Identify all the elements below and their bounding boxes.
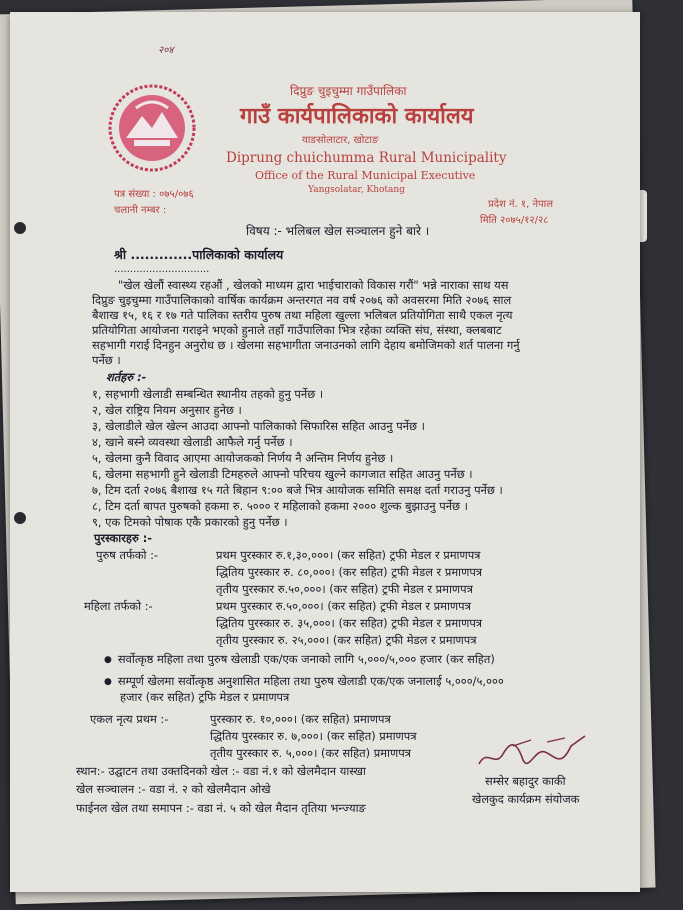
margin-note: २०४ bbox=[158, 45, 174, 56]
org-name-english: Diprung chuichumma Rural Municipality bbox=[226, 150, 507, 166]
body-line: "खेल खेलौं स्वास्थ्य रहऔं , खेलको माध्यम द्वारा भाईचाराको विकास गरौं" भन्ने नाराका साथ यस bbox=[118, 278, 509, 292]
signatory-title: खेलकुद कार्यक्रम संयोजक bbox=[472, 792, 580, 806]
punch-hole bbox=[14, 512, 26, 524]
venue-line: खेल सञ्चालन :- वडा नं. २ को खेलमैदान ओखे bbox=[76, 782, 271, 796]
address-nepali: याङसोलाटार, खोटाङ bbox=[302, 135, 379, 146]
condition-item: ३, खेलाडीले खेल खेल्न आउदा आफ्नो पालिकाको सिफारिस सहित आउनु पर्नेछ । bbox=[92, 419, 425, 433]
conditions-heading: शर्तहरु :- bbox=[106, 370, 147, 384]
condition-item: ८, टिम दर्ता बापत पुरुषको हकमा रु. ५००० र महिलाको हकमा २००० शुल्क बुझाउनु पर्नेछ । bbox=[92, 499, 468, 513]
disciplined-player-prize: ● सम्पूर्ण खेलमा सर्वोत्कृष्ठ अनुशासित महिला तथा पुरुष खेलाडी एक/एक जनालाई ५,०००/५,००० bbox=[104, 674, 504, 689]
prize-line: तृतीय पुरस्कार रु. २५,०००। (कर सहित) ट्रफी मेडल र प्रमाणपत्र bbox=[216, 633, 477, 647]
body-line: दिप्रुङ चुइचुम्मा गाउँपालिकाको वार्षिक कार्यक्रम अन्तरगत नव वर्ष २०७६ को अवसरमा मिति २०७६ साल bbox=[92, 293, 512, 307]
condition-item: ५, खेलमा कुनै विवाद आएमा आयोजकको निर्णय नै अन्तिम निर्णय हुनेछ । bbox=[92, 451, 394, 465]
condition-item: ७, टिम दर्ता २०७६ बैशाख १५ गते बिहान ९:०० बजे भित्र आयोजक समिति समक्ष दर्ता गराउनु पर्नेछ । bbox=[92, 483, 503, 497]
condition-item: १, सहभागी खेलाडी सम्बन्धित स्थानीय तहको हुनु पर्नेछ । bbox=[92, 387, 324, 401]
handwritten-signature bbox=[473, 728, 593, 778]
prize-line: द्धितिय पुरस्कार रु. ८०,०००। (कर सहित) ट्रफी मेडल र प्रमाणपत्र bbox=[216, 565, 483, 579]
subject-line: विषय :- भलिबल खेल सञ्चालन हुने बारे । bbox=[246, 224, 430, 238]
body-line: पर्नेछ । bbox=[92, 353, 121, 367]
letter-number: पत्र संख्या : ०७५/०७६ bbox=[114, 189, 194, 200]
signatory-name: सम्सेर बहादुर काकी bbox=[485, 774, 566, 788]
dance-label: एकल नृत्य प्रथम :- bbox=[90, 712, 169, 726]
prize-line: प्रथम पुरस्कार रु.५०,०००। (कर सहित) ट्रफी मेडल र प्रमाणपत्र bbox=[216, 599, 471, 613]
venue-line: फाईनल खेल तथा समापन :- वडा नं. ५ को खेल मैदान तृतिया भन्ज्याङ bbox=[76, 801, 366, 815]
dispatch-number: चलानी नम्बर : bbox=[114, 205, 167, 216]
body-line: बैशाख १५, १६ र १७ गते पालिका स्तरीय पुरुष तथा महिला खुल्ला भलिबल प्रतियोगिता साथै एकल नृत्य bbox=[92, 308, 513, 322]
org-name-nepali: दिप्रुङ चुइचुम्मा गाउँपालिका bbox=[290, 84, 407, 98]
office-name-nepali: गाउँ कार्यपालिकाको कार्यालय bbox=[240, 104, 474, 129]
address-english: Yangsolatar, Khotang bbox=[308, 185, 405, 195]
condition-item: २, खेल राष्ट्रिय नियम अनुसार हुनेछ । bbox=[92, 403, 242, 417]
prize-line: द्धितिय पुरस्कार रु. ३५,०००। (कर सहित) ट्रफी मेडल र प्रमाणपत्र bbox=[216, 616, 483, 630]
dance-prize-line: तृतीय पुरस्कार रु. ५,०००। (कर सहित) प्रमाणपत्र bbox=[210, 746, 411, 760]
letter-date: मिति २०७५/१२/२८ bbox=[480, 215, 549, 226]
condition-item: ६, खेलमा सहभागी हुने खेलाडी टिमहरुले आफ्नो परिचय खुल्ने कागजात सहित आउनु पर्नेछ । bbox=[92, 467, 473, 481]
body-line: सहभागी गराई दिनहुन अनुरोध छ । खेलमा सहभागीता जनाउनको लागि देहाय बमोजिमको शर्त पालना गर्नु bbox=[92, 338, 520, 352]
province-label: प्रदेश नं. १, नेपाल bbox=[488, 199, 554, 210]
prize-line: प्रथम पुरस्कार रु.१,३०,०००। (कर सहित) ट्रफी मेडल र प्रमाणपत्र bbox=[216, 548, 481, 562]
best-player-prize: ● सर्वोत्कृष्ठ महिला तथा पुरुष खेलाडी एक/एक जनाको लागि ५,०००/५,००० हजार (कर सहित) bbox=[104, 652, 495, 667]
office-name-english: Office of the Rural Municipal Executive bbox=[255, 169, 476, 182]
addressee: श्री .............पालिकाको कार्यालय bbox=[114, 247, 284, 262]
municipality-emblem-logo bbox=[106, 82, 198, 174]
dance-prize-line: पुरस्कार रु. १०,०००। (कर सहित) प्रमाणपत्र bbox=[210, 712, 391, 726]
condition-item: ४, खाने बस्ने व्यवस्था खेलाडी आफैले गर्नु पर्नेछ । bbox=[92, 435, 293, 449]
prizes-women-label: महिला तर्फको :- bbox=[84, 599, 153, 613]
punch-hole bbox=[14, 222, 26, 234]
letter-page bbox=[10, 12, 640, 892]
prize-line: तृतीय पुरस्कार रु.५०,०००। (कर सहित) ट्रफी मेडल र प्रमाणपत्र bbox=[216, 582, 473, 596]
dance-prize-line: द्धितिय पुरस्कार रु. ७,०००। (कर सहित) प्रमाणपत्र bbox=[210, 729, 417, 743]
disciplined-player-prize-cont: हजार (कर सहित) ट्रफि मेडल र प्रमाणपत्र bbox=[120, 690, 290, 704]
body-line: प्रतियोगिता आयोजना गराइने भएको हुनाले तहाँ गाउँपालिका भित्र रहेका व्यक्ति संघ, संस्था, क्लबबाट bbox=[92, 323, 502, 337]
venue-line: स्थान:- उद्घाटन तथा उक्तदिनको खेल :- वडा नं.१ को खेलमैदान यास्खा bbox=[76, 764, 366, 778]
addressee-line2: .............................. bbox=[114, 264, 210, 275]
condition-item: ९, एक टिमको पोषाक एकै प्रकारको हुनु पर्नेछ । bbox=[92, 515, 288, 529]
prizes-heading: पुरस्कारहरु :- bbox=[94, 531, 153, 545]
prizes-men-label: पुरुष तर्फको :- bbox=[96, 548, 159, 562]
